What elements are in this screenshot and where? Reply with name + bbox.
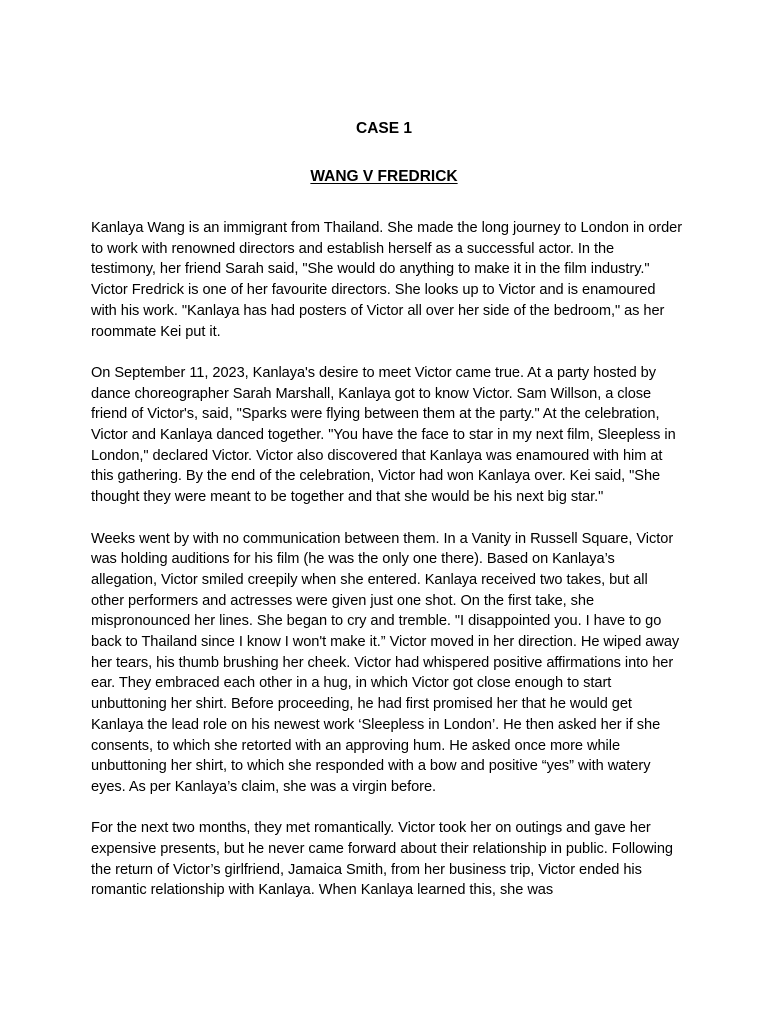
paragraph: On September 11, 2023, Kanlaya's desire to meet Victor came true. At a party hosted by dance choreographer Sarah Marshall, Kanlaya got to know Victor. Sam Willson, a close friend of Victor's, said, "Sparks were flying between them at the party." At the celebration, Victor and Kanlaya danced together. "You have the face to star in my next film, Sleepless in London," declared Victor. Victor also discovered that Kanlaya was enamoured with him at this gathering. By the end of the celebration, Victor had won Kanlaya over. Kei said, "She thought they were meant to be together and that she would be his next big star."	[91, 364, 676, 506]
case-name: WANG V FREDRICK	[310, 168, 458, 185]
paragraph: For the next two months, they met romantically. Victor took her on outings and gave her expensive presents, but he never came forward about their relationship in public. Following the return of Victor’s girlfriend, Jamaica Smith, from her business trip, Victor ended his romantic relationship with Kanlaya. When Kanlaya learned this, she was	[91, 820, 673, 899]
paragraph: Kanlaya Wang is an immigrant from Thailand. She made the long journey to London in order to work with renowned directors and establish herself as a successful actor. In the testimony, her friend Sarah said, "She would do anything to make it in the film industry." Victor Fredrick is one of her favourite directors. She looks up to Victor and is enamoured with his work. "Kanlaya has had posters of Victor all over her side of the bedroom," as her roommate Kei put it.	[91, 220, 683, 340]
case-title: CASE 1	[356, 120, 412, 137]
document-body	[91, 218, 683, 922]
paragraph: Weeks went by with no communication between them. In a Vanity in Russell Square, Victor was holding auditions for his film (he was the only one there). Based on Kanlaya’s allegation, Victor smiled creepily when she entered. Kanlaya received two takes, but all other performers and actresses were given just one shot. On the first take, she mispronounced her lines. She began to cry and tremble. "I disappointed you. I have to go back to Thailand since I know I won't make it.” Victor moved in her direction. He wiped away her tears, his thumb brushing her cheek. Victor had whispered positive affirmations into her ear. They embraced each other in a hug, in which Victor got close enough to start unbuttoning her shirt. Before proceeding, he had first promised her that he would get Kanlaya the lead role on his newest work ‘Sleepless in London’. He then asked her if she consents, to which she retorted with an approving hum. He asked once more while unbuttoning her shirt, to which she responded with a bow and positive “yes” with watery eyes. As per Kanlaya’s claim, she was a virgin before.	[91, 530, 680, 795]
